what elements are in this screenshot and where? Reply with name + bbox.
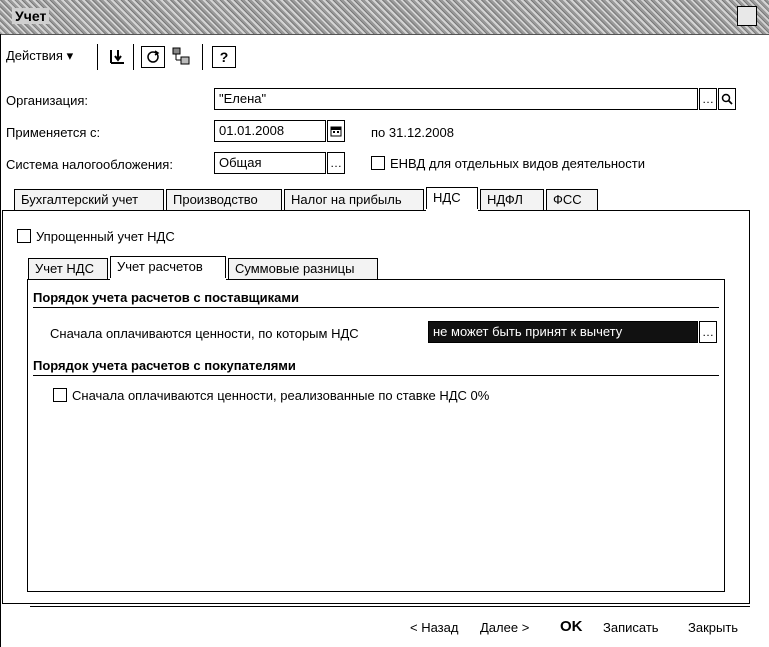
simplified-nds-label: Упрощенный учет НДС xyxy=(36,229,175,244)
buyers-zero-rate-label: Сначала оплачиваются ценности, реализованные по ставке НДС 0% xyxy=(72,388,490,403)
next-button[interactable]: Далее > xyxy=(480,620,530,635)
footer-divider xyxy=(30,606,750,607)
tax-system-select-button[interactable]: … xyxy=(327,152,345,174)
organization-select-button[interactable]: … xyxy=(699,88,717,110)
tab-fss[interactable]: ФСС xyxy=(546,189,598,211)
applies-from-date-field[interactable]: 01.01.2008 xyxy=(214,120,326,142)
back-button[interactable]: < Назад xyxy=(410,620,459,635)
search-icon[interactable] xyxy=(718,88,736,110)
tab-production[interactable]: Производство xyxy=(166,189,282,211)
applies-to-text: по 31.12.2008 xyxy=(371,125,454,140)
buyers-section-title: Порядок учета расчетов с покупателями xyxy=(33,358,296,373)
organization-field[interactable]: "Елена" xyxy=(214,88,698,110)
active-subtab-joiner xyxy=(110,278,226,280)
subtab-sum-differences[interactable]: Суммовые разницы xyxy=(228,258,378,280)
applies-from-label: Применяется с: xyxy=(6,125,101,140)
section-divider xyxy=(33,307,719,308)
toolbar-separator xyxy=(97,44,98,70)
ok-button[interactable]: OK xyxy=(560,618,583,635)
tax-system-field[interactable]: Общая xyxy=(214,152,326,174)
actions-menu[interactable]: Действия ▾ xyxy=(6,48,74,63)
envd-checkbox[interactable] xyxy=(371,156,385,170)
help-icon[interactable]: ? xyxy=(212,46,236,68)
simplified-nds-checkbox[interactable] xyxy=(17,229,31,243)
subtab-settlements[interactable]: Учет расчетов xyxy=(110,256,226,280)
tab-accounting[interactable]: Бухгалтерский учет xyxy=(14,189,164,211)
arrow-down-icon[interactable] xyxy=(106,46,128,66)
subtab-nds-accounting[interactable]: Учет НДС xyxy=(28,258,108,280)
envd-label: ЕНВД для отдельных видов деятельности xyxy=(390,156,645,171)
maximize-button[interactable] xyxy=(737,6,757,26)
buyers-zero-rate-checkbox[interactable] xyxy=(53,388,67,402)
window-title: Учет xyxy=(12,8,49,24)
active-tab-joiner xyxy=(426,209,478,211)
suppliers-row-label: Сначала оплачиваются ценности, по которым НДС xyxy=(50,326,359,341)
tab-ndfl[interactable]: НДФЛ xyxy=(480,189,544,211)
tab-nds[interactable]: НДС xyxy=(426,187,478,211)
calendar-icon[interactable] xyxy=(327,120,345,142)
suppliers-order-field[interactable]: не может быть принят к вычету xyxy=(428,321,698,343)
window-titlebar xyxy=(0,0,769,35)
window-left-border xyxy=(0,34,1,647)
suppliers-order-select-button[interactable]: … xyxy=(699,321,717,343)
organization-label: Организация: xyxy=(6,93,89,108)
section-divider xyxy=(33,375,719,376)
suppliers-section-title: Порядок учета расчетов с поставщиками xyxy=(33,290,299,305)
structure-icon[interactable] xyxy=(170,46,192,66)
close-button[interactable]: Закрыть xyxy=(688,620,739,635)
save-button[interactable]: Записать xyxy=(603,620,659,635)
tab-income-tax[interactable]: Налог на прибыль xyxy=(284,189,424,211)
toolbar-separator xyxy=(133,44,134,70)
refresh-icon[interactable] xyxy=(141,46,165,68)
tax-system-label: Система налогообложения: xyxy=(6,157,173,172)
toolbar-separator xyxy=(202,44,203,70)
